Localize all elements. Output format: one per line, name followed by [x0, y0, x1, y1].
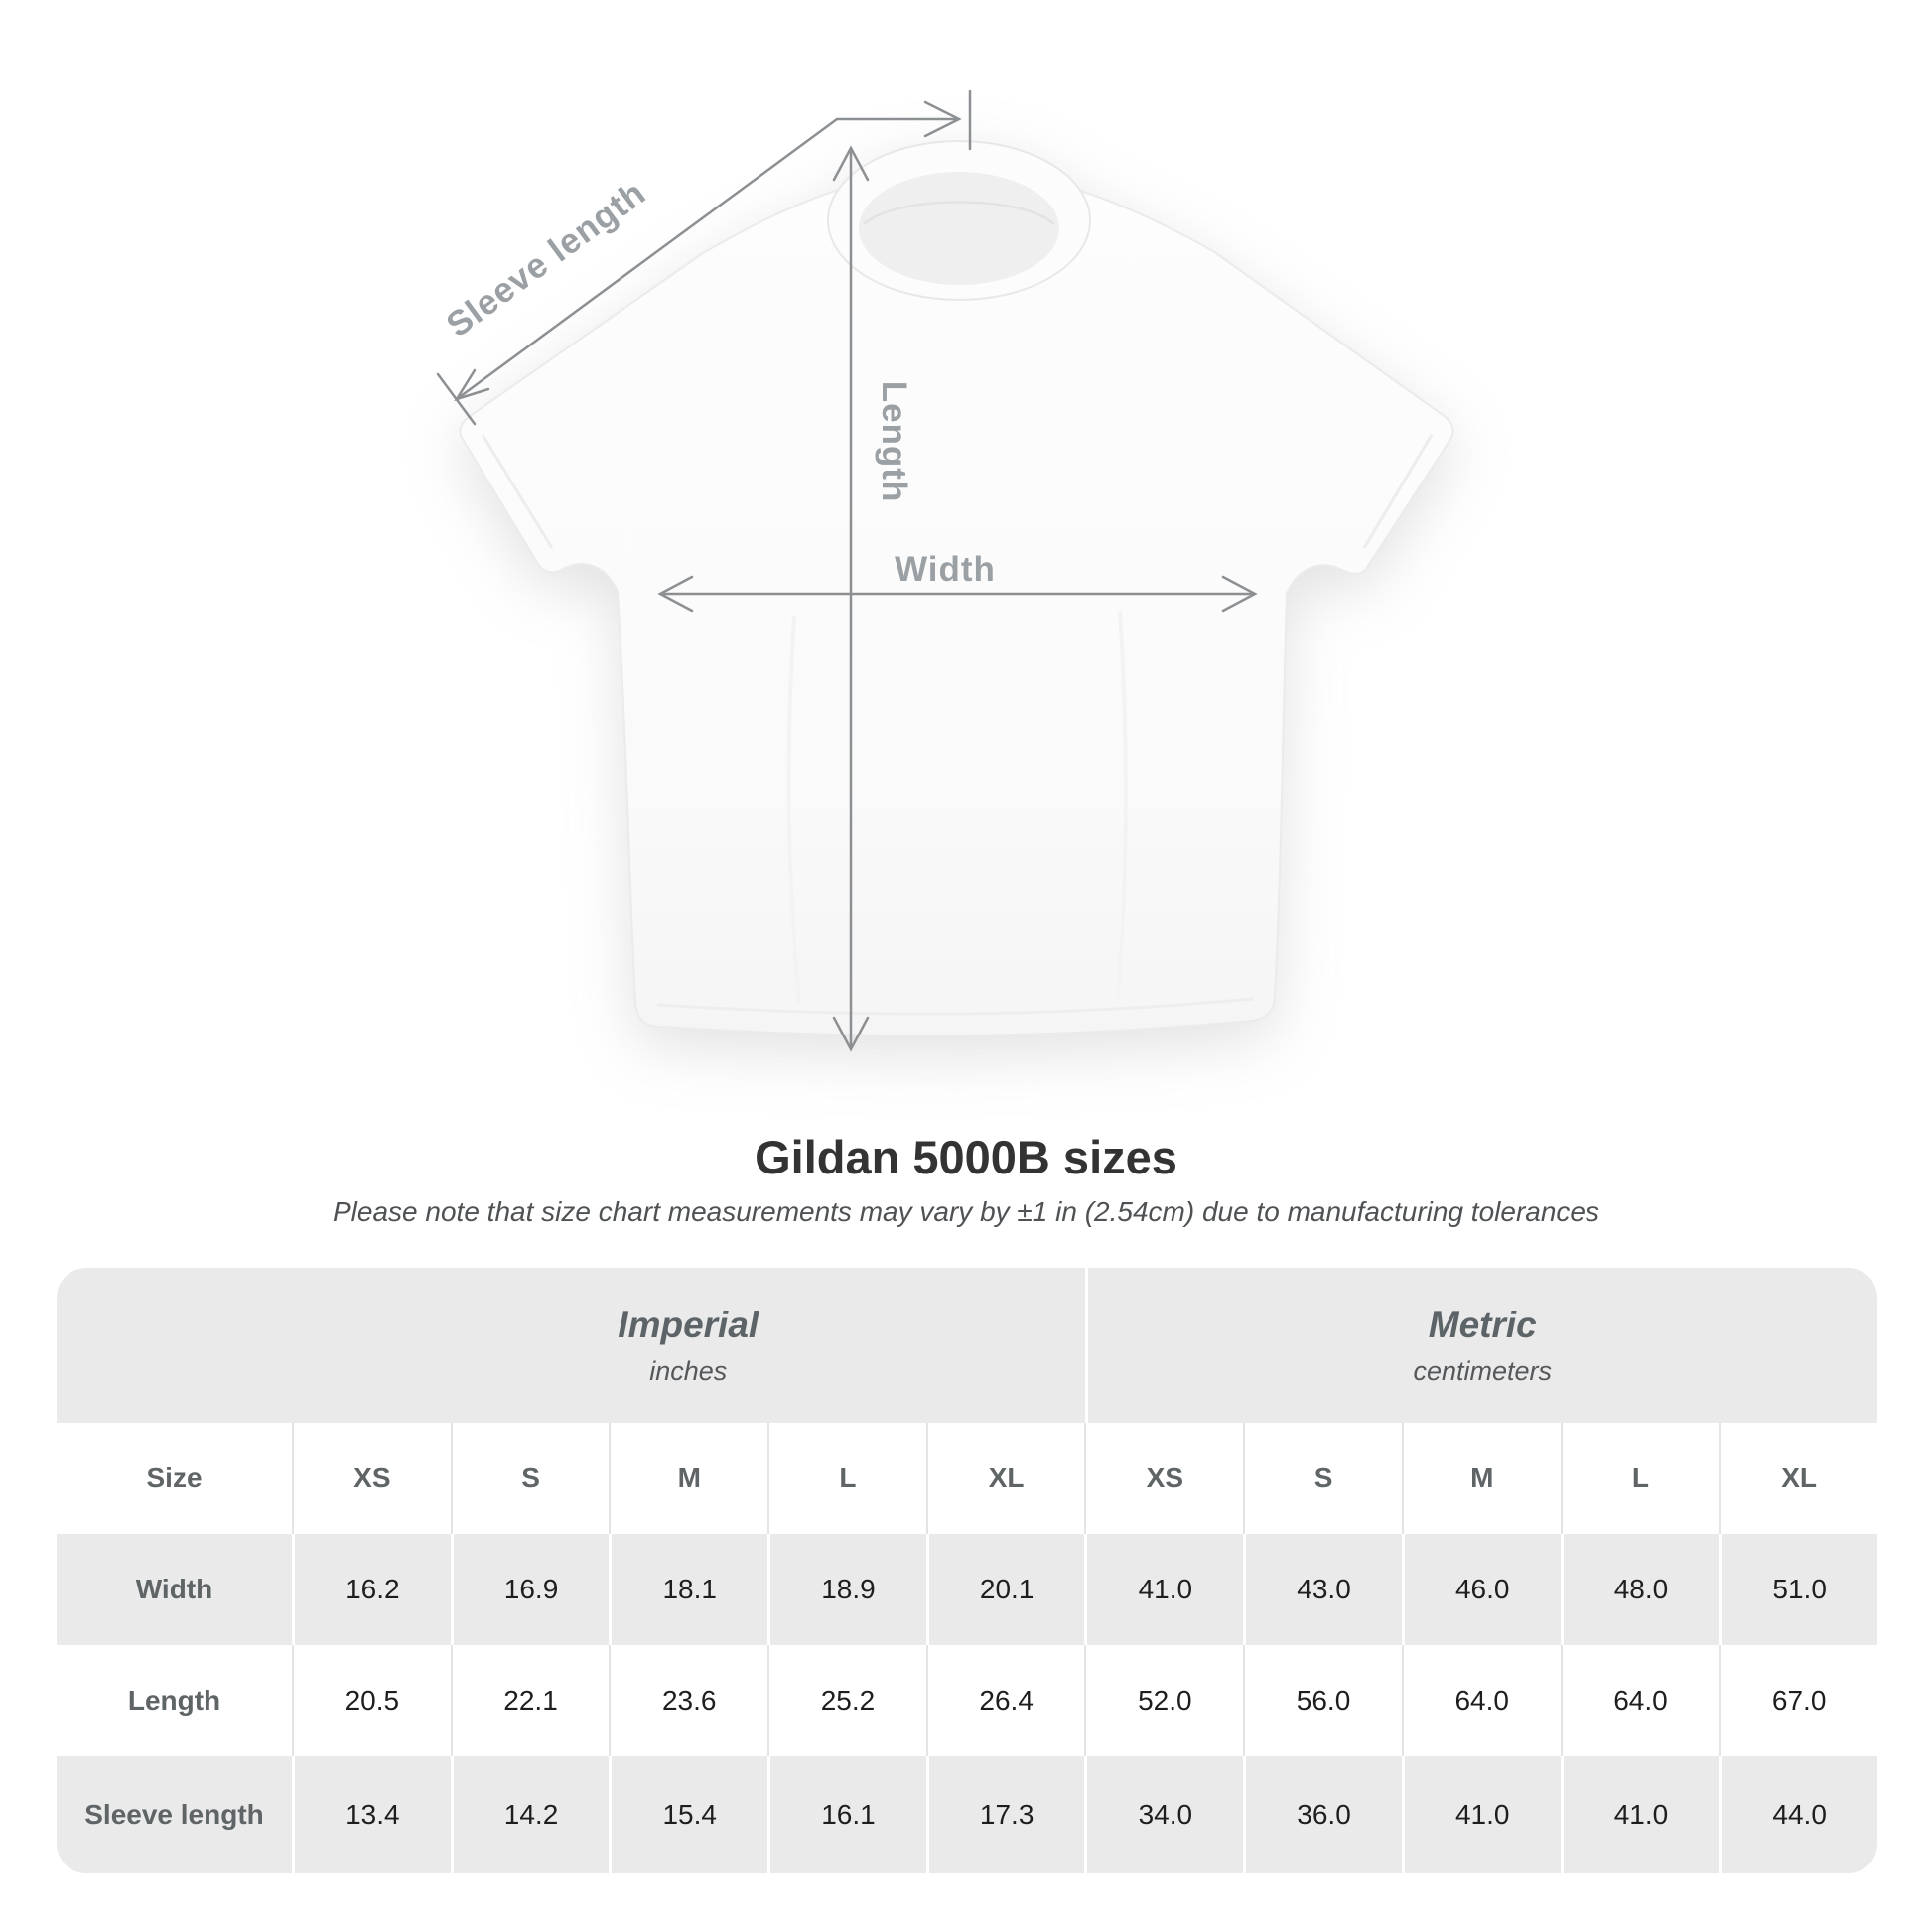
length-label: Length — [875, 380, 913, 503]
imperial-group-title: Imperial — [618, 1304, 759, 1345]
sleeve-imperial-m: 15.4 — [609, 1756, 767, 1873]
sleeve-metric-l: 41.0 — [1561, 1756, 1720, 1873]
sleeve-metric-m: 41.0 — [1402, 1756, 1561, 1873]
metric-unit-group — [1085, 1268, 1878, 1423]
width-metric-xs: 41.0 — [1084, 1534, 1243, 1645]
metric-group-title: Metric — [1428, 1304, 1537, 1345]
size-header-label: Size — [146, 1462, 203, 1493]
size-col-metric-m: M — [1402, 1423, 1561, 1534]
size-header-row — [57, 1423, 1877, 1534]
width-imperial-xl: 20.1 — [926, 1534, 1085, 1645]
size-col-imperial-s: S — [451, 1423, 610, 1534]
tolerance-note: Please note that size chart measurements may vary by ±1 in (2.54cm) due to manufacturing tolerances — [333, 1196, 1599, 1227]
length-imperial-m: 23.6 — [609, 1645, 767, 1756]
size-col-imperial-xs: XS — [292, 1423, 451, 1534]
sleeve-length-label: Sleeve length — [439, 173, 653, 345]
size-table — [57, 1268, 1877, 1873]
imperial-unit-group — [292, 1268, 1085, 1423]
size-col-metric-s: S — [1243, 1423, 1402, 1534]
units-corner-spacer — [57, 1268, 292, 1423]
length-metric-m: 64.0 — [1402, 1645, 1561, 1756]
length-imperial-l: 25.2 — [767, 1645, 926, 1756]
metric-group-unit: centimeters — [1413, 1355, 1553, 1386]
size-col-metric-xs: XS — [1084, 1423, 1243, 1534]
collar-neck-hole — [859, 172, 1059, 285]
width-imperial-xs: 16.2 — [292, 1534, 451, 1645]
width-metric-l: 48.0 — [1561, 1534, 1720, 1645]
width-imperial-m: 18.1 — [609, 1534, 767, 1645]
length-metric-s: 56.0 — [1243, 1645, 1402, 1756]
width-metric-m: 46.0 — [1402, 1534, 1561, 1645]
sleeve-imperial-xs: 13.4 — [292, 1756, 451, 1873]
length-imperial-s: 22.1 — [451, 1645, 610, 1756]
length-imperial-xs: 20.5 — [292, 1645, 451, 1756]
page-title: Gildan 5000B sizes — [755, 1131, 1177, 1183]
sleeve-imperial-l: 16.1 — [767, 1756, 926, 1873]
sleeve-metric-xl: 44.0 — [1719, 1756, 1877, 1873]
table-row-sleeve-length — [57, 1756, 1877, 1873]
units-header-row — [57, 1268, 1877, 1423]
size-col-imperial-xl: XL — [926, 1423, 1085, 1534]
row-label-length: Length — [127, 1685, 221, 1716]
size-col-metric-xl: XL — [1719, 1423, 1877, 1534]
sleeve-metric-s: 36.0 — [1243, 1756, 1402, 1873]
length-metric-l: 64.0 — [1561, 1645, 1720, 1756]
length-imperial-xl: 26.4 — [926, 1645, 1085, 1756]
length-metric-xl: 67.0 — [1719, 1645, 1877, 1756]
width-imperial-s: 16.9 — [451, 1534, 610, 1645]
width-metric-xl: 51.0 — [1719, 1534, 1877, 1645]
width-imperial-l: 18.9 — [767, 1534, 926, 1645]
size-col-imperial-m: M — [609, 1423, 767, 1534]
sleeve-imperial-s: 14.2 — [451, 1756, 610, 1873]
table-row-length — [57, 1645, 1877, 1756]
sleeve-imperial-xl: 17.3 — [926, 1756, 1085, 1873]
row-label-width: Width — [135, 1574, 213, 1604]
width-label: Width — [895, 550, 996, 589]
width-metric-s: 43.0 — [1243, 1534, 1402, 1645]
size-col-imperial-l: L — [767, 1423, 926, 1534]
length-metric-xs: 52.0 — [1084, 1645, 1243, 1756]
row-label-sleeve-length: Sleeve length — [84, 1799, 264, 1830]
table-row-width — [57, 1534, 1877, 1645]
size-col-metric-l: L — [1561, 1423, 1720, 1534]
sleeve-metric-xs: 34.0 — [1084, 1756, 1243, 1873]
imperial-group-unit: inches — [649, 1355, 728, 1386]
